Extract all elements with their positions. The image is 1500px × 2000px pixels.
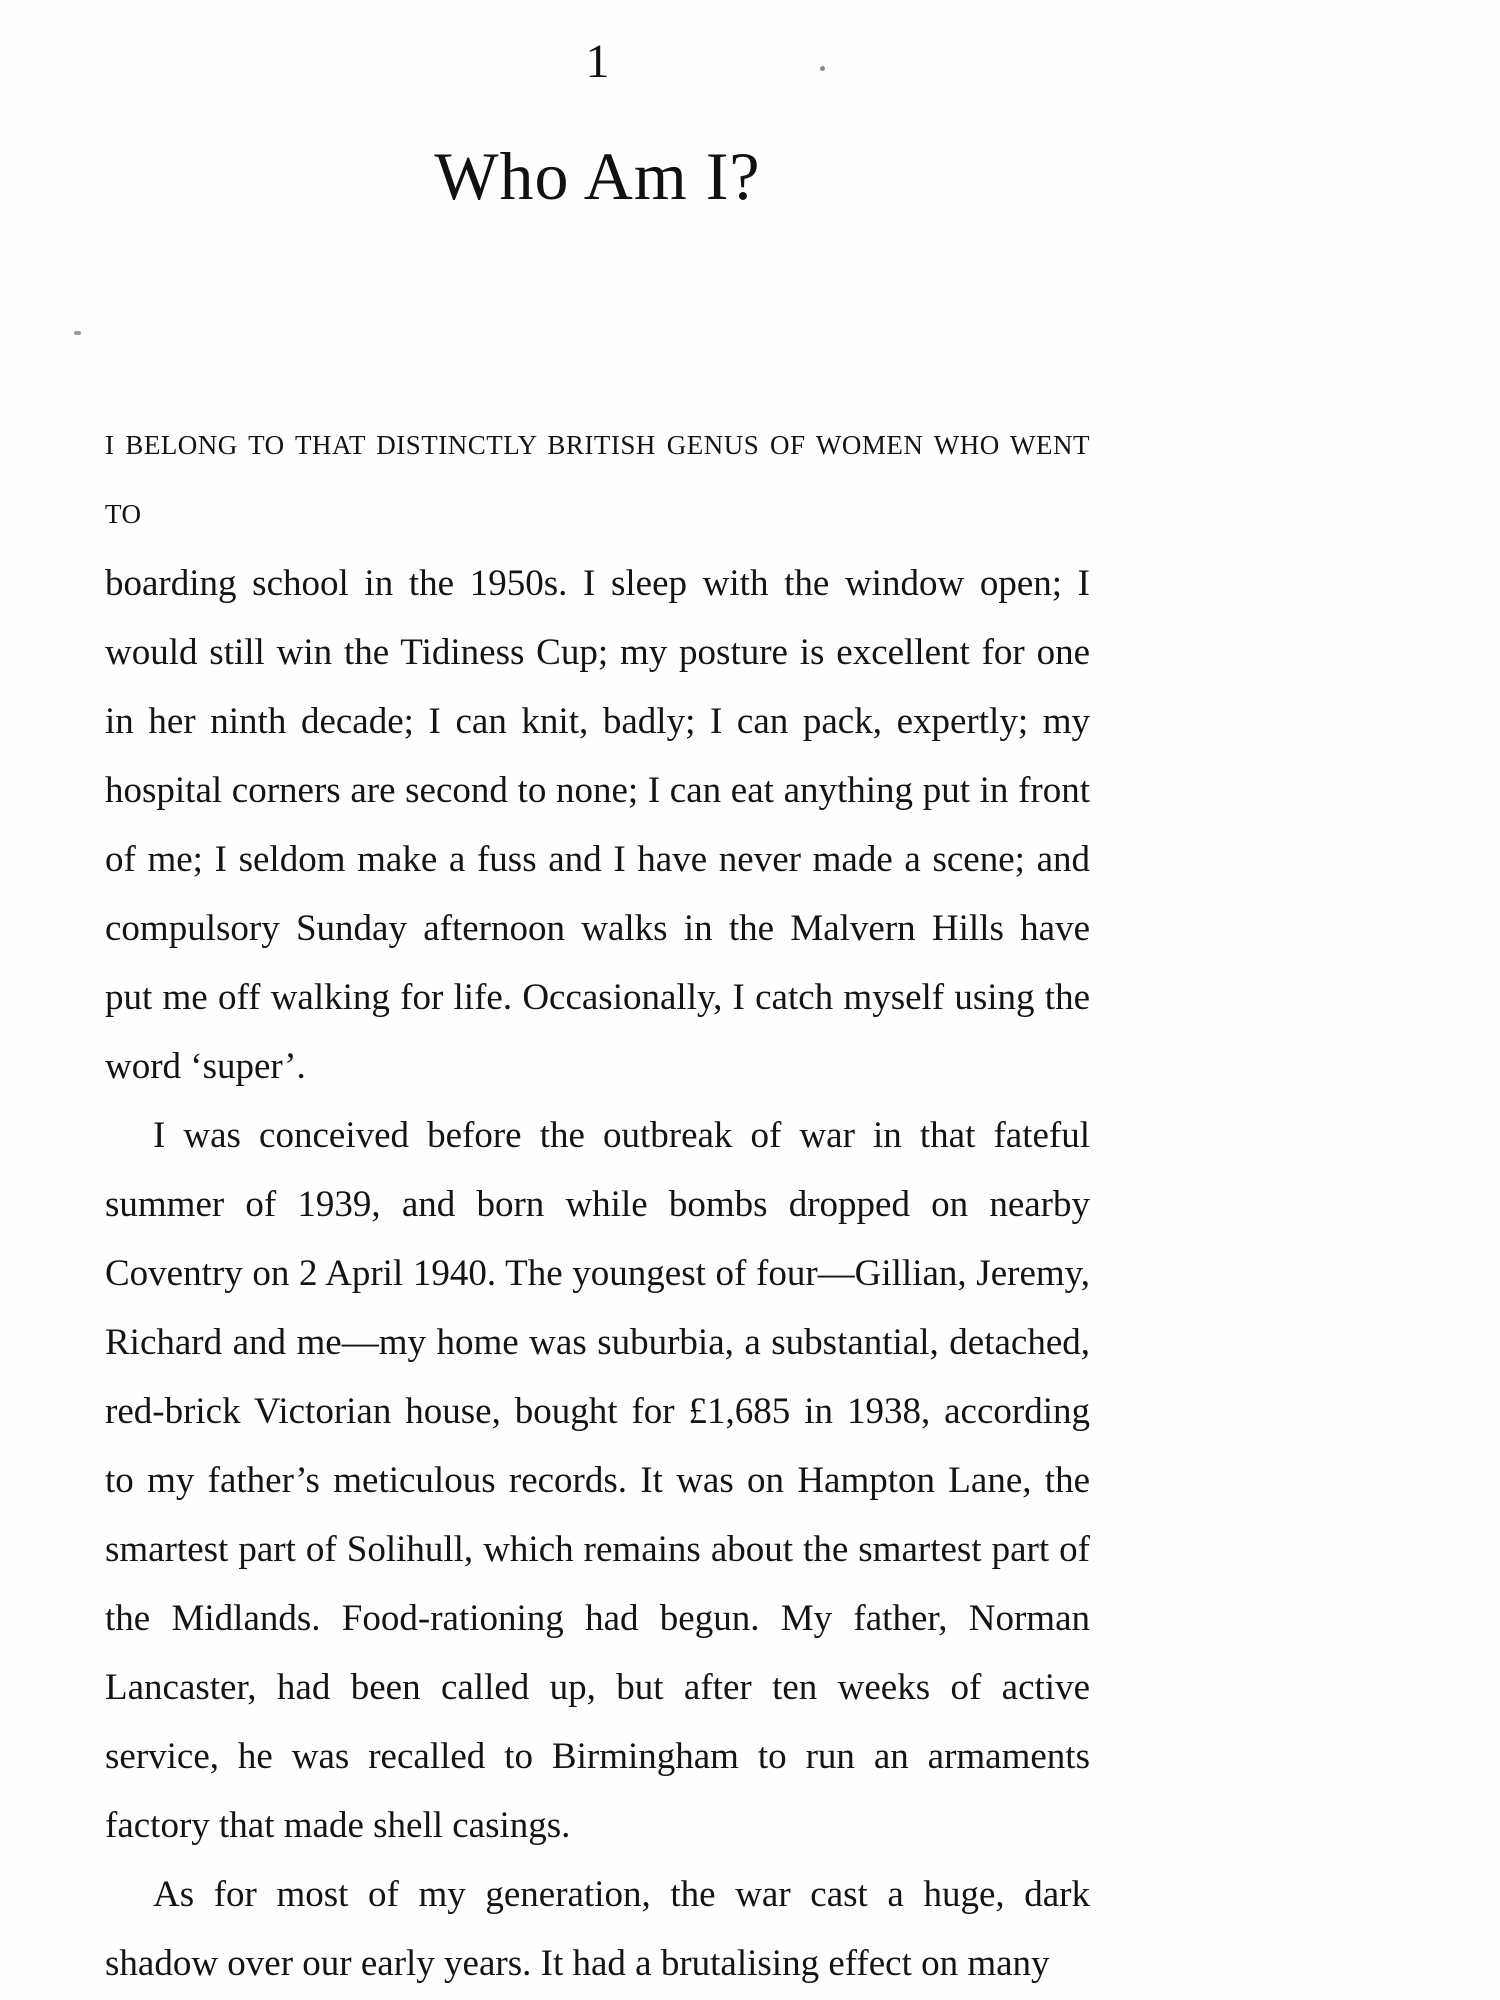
paragraph-text: boarding school in the 1950s. I sleep with the window open; I would still win the Tidiness Cup; my posture is excellent for one in her ninth decade; I can knit, badly; I can pack, expertly; my hospital corners are second to none; I can eat anything put in front of me; I seldom make a fuss and I have never made a scene; and compulsory Sunday afternoon walks in the Malvern Hills have put me off walking for life. Occasionally, I catch myself using the word ‘super’. [105, 563, 1090, 1087]
paragraph-opening [105, 411, 1090, 1101]
chapter-number: 1 [585, 35, 610, 88]
opening-small-caps-line: I BELONG TO THAT DISTINCTLY BRITISH GENUS OF WOMEN WHO WENT TO [105, 430, 1090, 529]
paragraph: I was conceived before the outbreak of war in that fateful summer of 1939, and born while bombs dropped on nearby Coventry on 2 April 1940. The youngest of four—Gillian, Jeremy, Richard and me—my home was suburbia, a substantial, detached, red-brick Victorian house, bought for £1,685 in 1938, according to my father’s meticulous records. It was on Hampton Lane, the smartest part of Solihull, which remains about the smartest part of the Midlands. Food-rationing had begun. My father, Norman Lancaster, had been called up, but after ten weeks of active service, he was recalled to Birmingham to run an armaments factory that made shell casings. [105, 1115, 1090, 1846]
scan-artifact-mark [74, 331, 81, 335]
paragraph: As for most of my generation, the war cast a huge, dark shadow over our early years. It had a brutalising effect on many [105, 1874, 1090, 1984]
scan-artifact-dot [820, 66, 825, 71]
chapter-title: Who Am I? [434, 138, 761, 214]
body-text [105, 411, 1090, 1998]
